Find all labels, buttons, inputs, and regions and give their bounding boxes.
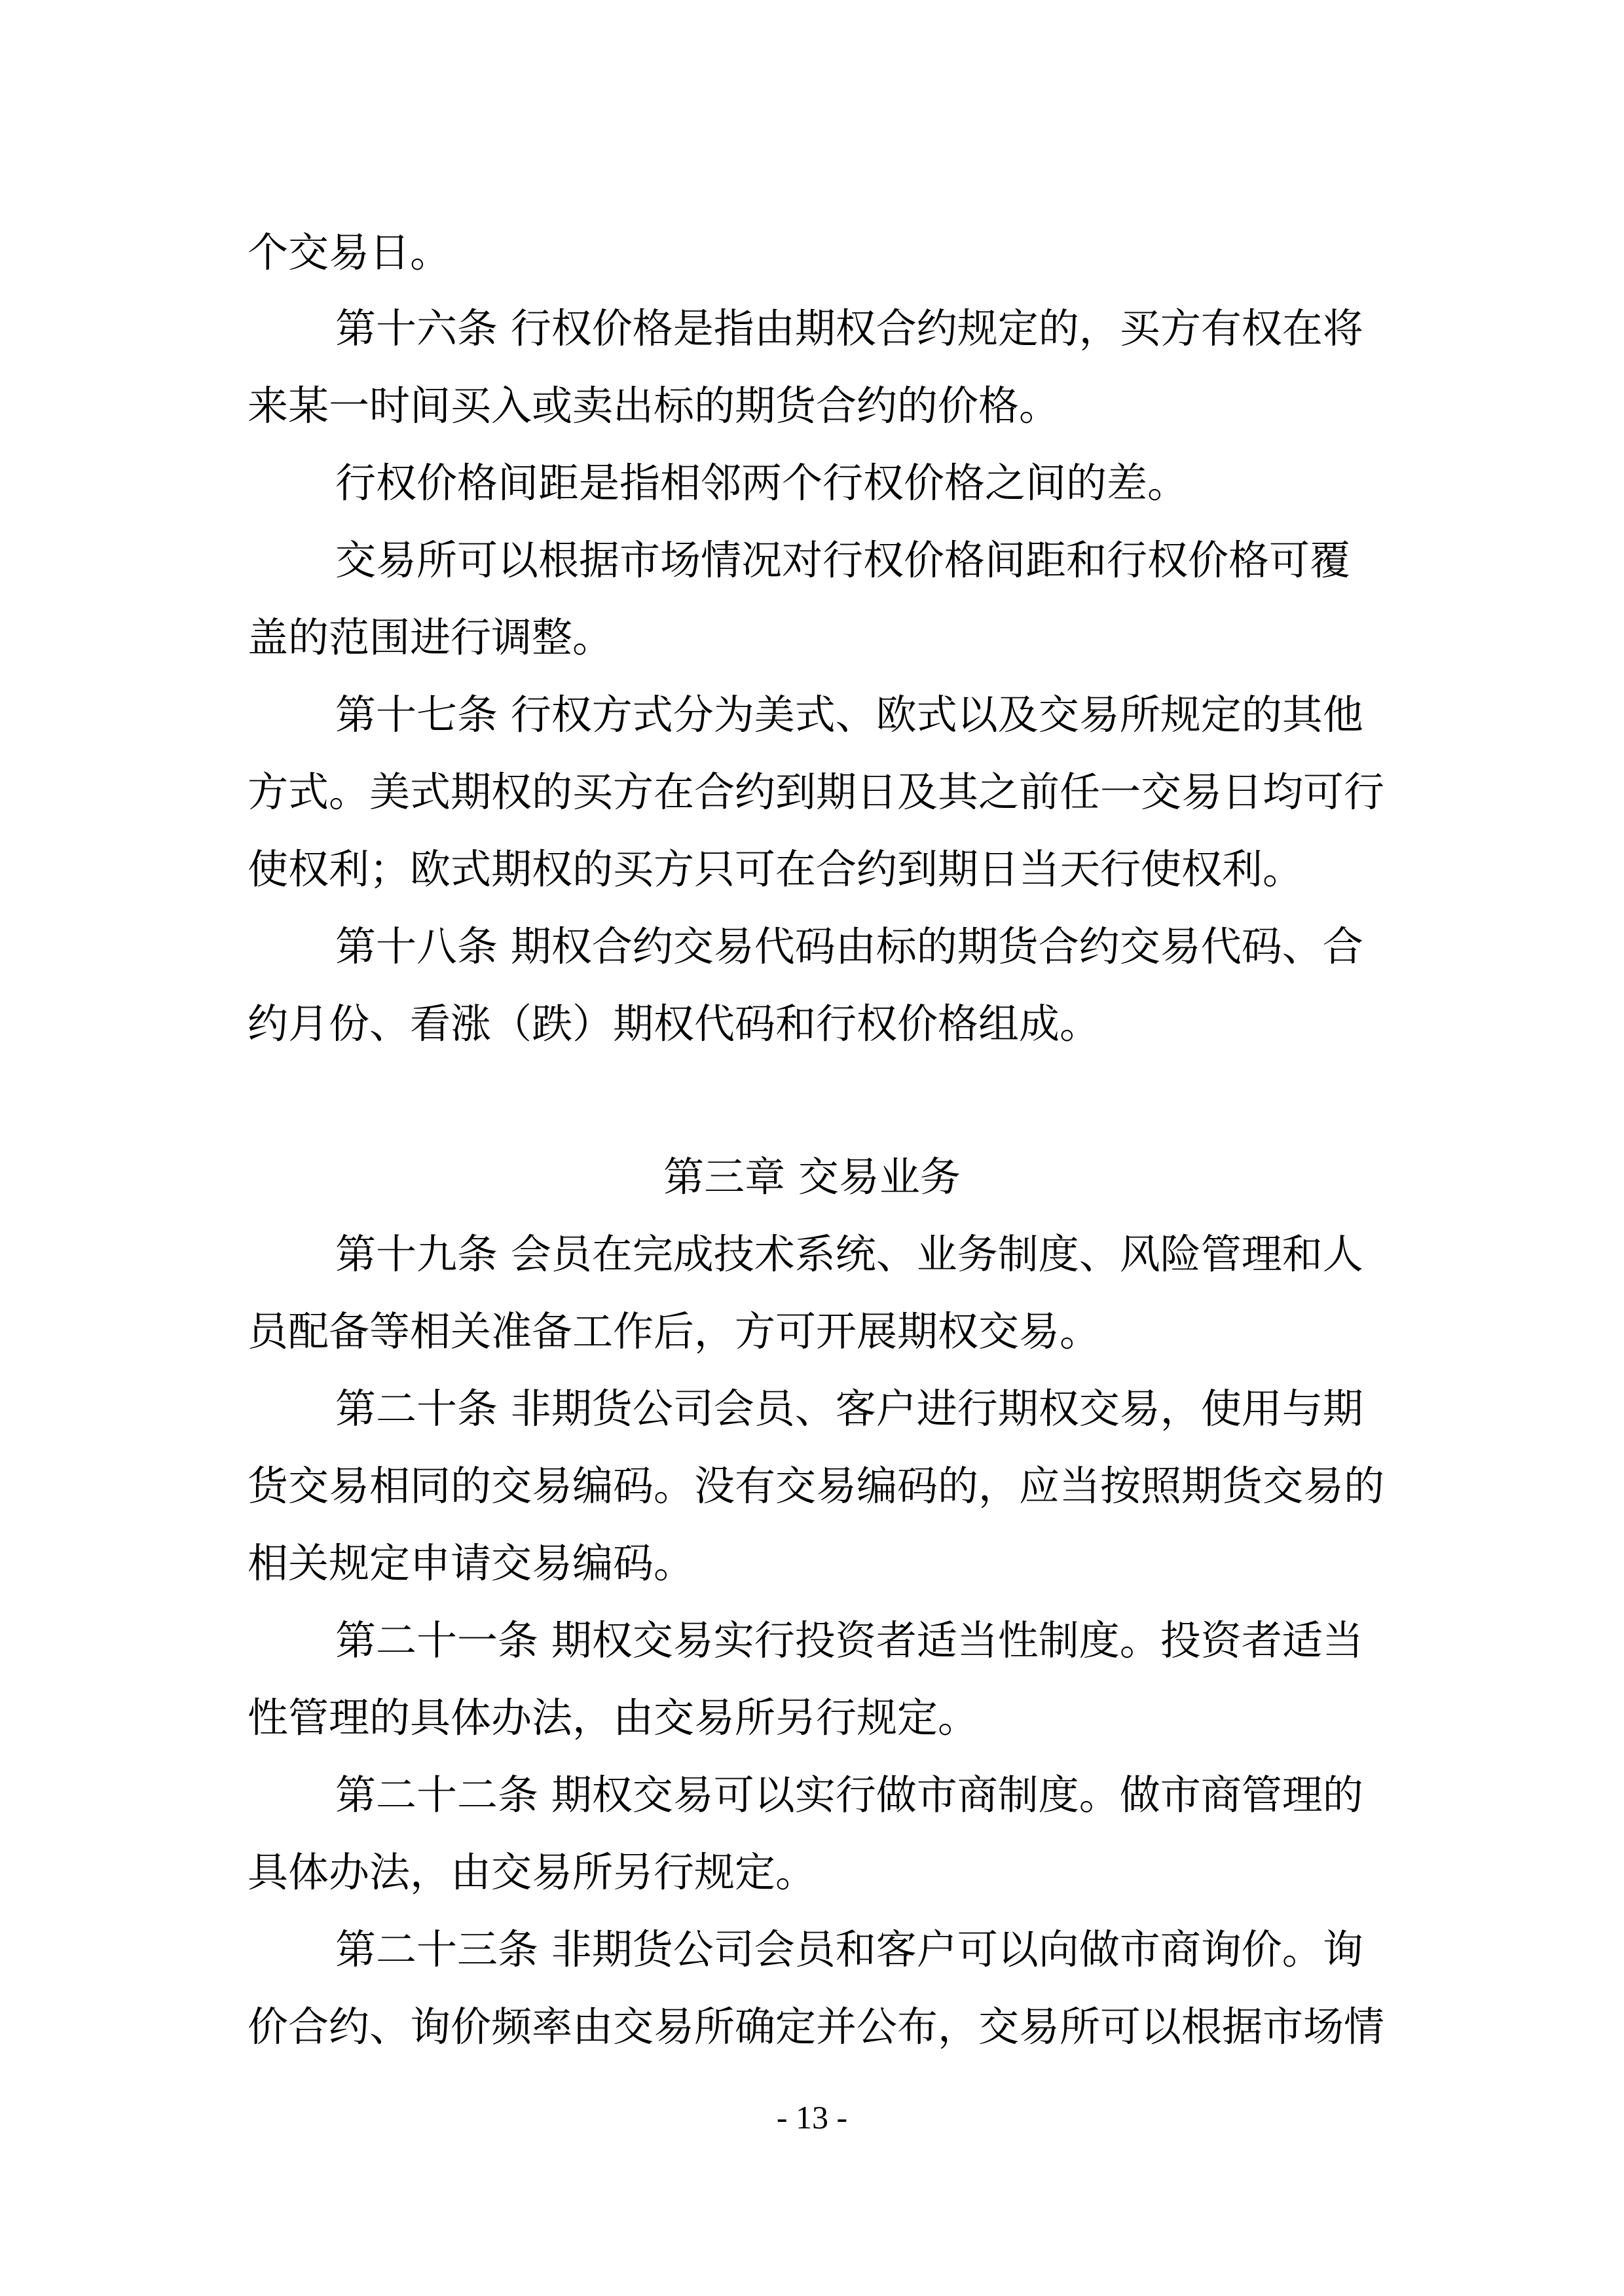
article-20-line: 第二十条 非期货公司会员、客户进行期权交易，使用与期 — [335, 1385, 1363, 1432]
article-17-line: 第十七条 行权方式分为美式、欧式以及交易所规定的其他 — [335, 691, 1363, 738]
text-line: 相关规定申请交易编码。 — [248, 1539, 695, 1587]
article-16-line: 第十六条 行权价格是指由期权合约规定的，买方有权在将 — [335, 304, 1363, 352]
article-23-line: 第二十三条 非期货公司会员和客户可以向做市商询价。询 — [335, 1925, 1363, 1973]
page-number: - 13 - — [776, 2099, 848, 2136]
text-line: 员配备等相关准备工作后，方可开展期权交易。 — [248, 1307, 1101, 1355]
text-line: 约月份、看涨（跌）期权代码和行权价格组成。 — [248, 1000, 1101, 1048]
paragraph-line: 交易所可以根据市场情况对行权价格间距和行权价格可覆 — [335, 536, 1351, 584]
paragraph-line: 行权价格间距是指相邻两个行权价格之间的差。 — [335, 459, 1189, 507]
text-line: 方式。美式期权的买方在合约到期日及其之前任一交易日均可行 — [248, 768, 1385, 816]
text-line: 个交易日。 — [248, 228, 451, 276]
text-line: 具体办法，由交易所另行规定。 — [248, 1848, 817, 1896]
text-line: 价合约、询价频率由交易所确定并公布，交易所可以根据市场情 — [248, 2003, 1385, 2050]
article-22-line: 第二十二条 期权交易可以实行做市商制度。做市商管理的 — [335, 1771, 1363, 1819]
article-18-line: 第十八条 期权合约交易代码由标的期货合约交易代码、合 — [335, 922, 1363, 970]
text-line: 使权利；欧式期权的买方只可在合约到期日当天行使权利。 — [248, 845, 1304, 893]
text-line: 来某一时间买入或卖出标的期货合约的价格。 — [248, 382, 1060, 429]
article-21-line: 第二十一条 期权交易实行投资者适当性制度。投资者适当 — [335, 1616, 1363, 1664]
chapter-heading: 第三章 交易业务 — [663, 1153, 961, 1201]
article-19-line: 第十九条 会员在完成技术系统、业务制度、风险管理和人 — [335, 1230, 1363, 1278]
text-line: 盖的范围进行调整。 — [248, 613, 614, 661]
text-line: 性管理的具体办法，由交易所另行规定。 — [248, 1694, 979, 1741]
text-line: 货交易相同的交易编码。没有交易编码的，应当按照期货交易的 — [248, 1462, 1385, 1510]
